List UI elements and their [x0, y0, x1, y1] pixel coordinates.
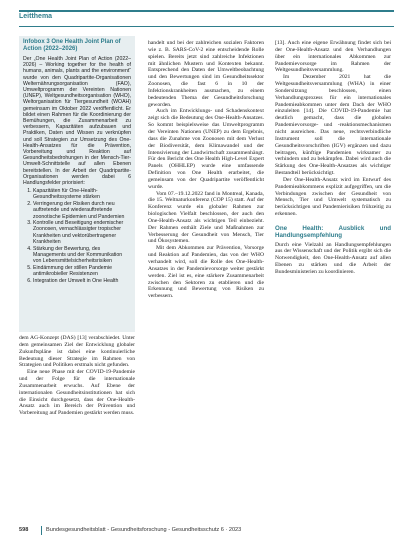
section-title: Leitthema	[19, 13, 53, 20]
paragraph: Der One-Health-Ansatz wird im Entwurf des Pandemieabkommens explizit aufgegriffen, um die Verbindungen zwischen der Gesundheit von Mensch, Tier und Umwelt systematisch zu berücksichtigen und Pandemierisiken frühzeitig zu erkennen.	[275, 176, 391, 218]
paragraph: Vom 07.–19.12.2022 fand in Montreal, Kanada, die 15. Weltnaturkonferenz (COP 15) statt. Auf der Konferenz wurde ein globaler Rahmen zur biologischen Vielfalt beschlossen, der auch den One-Health-Ansatz als wichtigen Teil einbezieht. Der Rahmen enthält Ziele und Maßnahmen zur Verbesserung der Gesundheit von Mensch, Tier und Ökosystemen.	[148, 190, 264, 245]
infobox-intro: Der „One Health Joint Plan of Action (2022–2026) – Working together for the health of humans, animals, plants and the environment“ wurde von den Quadripartite-Organisationen Welternährungsorganisation (FAO), Umweltprogramm der Vereinten Nationen (UNEP), Weltgesundheitsorganisation (WHO), Weltorganisation für Tiergesundheit (WOAH) gemeinsam im Oktober 2022 veröffentlicht. Er bildet einen Rahmen für die Koordinierung der Bemühungen, die Zusammenarbeit zu verbessern, Kapazitäten aufzubauen und Praktiken, Daten und Wissen zu verknüpfen und soll Strategien zur Umsetzung des One-Health-Ansatzes für die Prävention, Vorbereitung und Reaktion auf Gesundheitsbedrohungen in der Mensch-Tier-Umwelt-Schnittstelle auf allen Ebenen bereitstellen. In der Arbeit der Quadripartite-Organisationen werden dabei 6 Handlungsfelder priorisiert:	[23, 56, 131, 187]
list-item: 2. Verringerung der Risiken durch neu auftretende und wiederauftretende zoonotische Epidemien und Pandemien	[33, 201, 131, 220]
list-item: 3. Kontrolle und Beseitigung endemischer Zoonosen, vernachlässigter tropischer Krankheiten und vektorübertragener Krankheiten	[33, 220, 131, 245]
paragraph: dem AG-Konzept (DAS) [13] verabschiedet. Unter dem gemeinsamen Ziel der Entwicklung globaler Zukunftspläne ist dabei eine kontinuierliche Bedeutung dieser Strategie im Rahmen von Strategien und Politiken erstmals nicht gefunden.	[19, 335, 135, 369]
paragraph: Im Dezember 2021 hat die Weltgesundheitsversammlung (WHA) in einer Sondersitzung beschlossen, einen Verhandlungsprozess für ein internationales Pandemieabkommen unter dem Dach der WHO einzuleiten [14]. Die COVID-19-Pandemie hat deutlich gemacht, dass die globalen Pandemievorsorge- und -reaktionsmechanismen nicht ausreichen. Das neue, rechtsverbindliche Instrument soll die internationale Gesundheitsvorschriften (IGV) ergänzen und dazu beitragen, künftige Pandemien wirksamer zu verhindern und zu bekämpfen. Dabei wird auch die Stärkung des One-Health-Ansatzes als wichtiger Bestandteil berücksichtigt.	[275, 74, 391, 177]
column-3-text	[275, 40, 391, 276]
paragraph: Eine neue Phase mit der COVID-19-Pandemie und der Folge für die internationale Zusammenarbeit erwuchs. Auf Ebene der internationalen Gesundheitsinstitutionen hat sich die Einsicht durchgesetzt, dass der One-Health-Ansatz auch im Bereich der Prävention und Vorbereitung auf Pandemien gestärkt werden muss.	[19, 369, 135, 417]
list-item: 5. Eindämmung der stillen Pandemie antimikrobieller Resistenzen	[33, 265, 131, 277]
infobox-title: Infobox 3 One Health Joint Plan of Action (2022–2026)	[23, 39, 121, 52]
paragraph: Durch eine Vielzahl an Handlungsempfehlungen aus der Wissenschaft und der Politik ergibt sich die Notwendigkeit, den One-Health-Ansatz auf allen Ebenen zu stärken und die Arbeit der Bundesministerien zu koordinieren.	[275, 241, 391, 275]
list-item: 1. Kapazitäten für One-Health-Gesundheitssysteme stärken	[33, 188, 131, 200]
infobox-list	[23, 188, 131, 284]
list-item: 6. Integration der Umwelt in One Health	[33, 278, 131, 284]
subheading: One Health: Ausblick und Handlungsempfehlung	[275, 224, 391, 239]
column-2-text	[148, 40, 264, 300]
infobox	[19, 36, 135, 332]
section-header	[19, 10, 394, 27]
column-1-text	[19, 335, 135, 417]
paragraph: Mit dem Abkommen zur Prävention, Vorsorge und Reaktion auf Pandemien, das von der WHO verhandelt wird, soll die Rolle des One-Health-Ansatzes in der Pandemievorsorge weiter gestärkt werden. Ziel ist es, eine stärkere Zusammenarbeit zwischen den Sektoren zu etablieren und die Erkennung und Bewertung von Risiken zu verbessern.	[148, 245, 264, 300]
paragraph: handelt und bei der zahlreichen sozialen Faktoren wie z. B. SARS-CoV-2 eine entscheidende Rolle spielen. Bereits jetzt sind zahlreiche Infektionen mit ähnlichen Mustern und Kontexten bekannt. Entsprechend den Daten der Umweltbeobachtung und den Bewertungen sind im Gesundheitssektor Zoonosen, die fast 6 in 10 der Infektionskrankheiten ausmachen, zu einem bedeutenden Thema der Gesundheitsforschung geworden.	[148, 40, 264, 108]
page-number: 598	[19, 527, 29, 533]
footer-divider	[41, 526, 42, 535]
paragraph: [13]. Auch eine eigene Erwähnung findet sich bei der One-Health-Ansatz und den Verhandlungen über ein internationales Abkommen zur Pandemievorsorge im Rahmen der Weltgesundheitsversammlung.	[275, 40, 391, 74]
list-item: 4. Stärkung der Bewertung, des Managements und der Kommunikation von Lebensmittelsicherheitsrisiken	[33, 246, 131, 265]
journal-citation: Bundesgesundheitsblatt - Gesundheitsforschung - Gesundheitsschutz 6 · 2023	[46, 527, 242, 533]
page-footer	[19, 526, 394, 536]
paragraph: Auch im Entwicklungs- und Schadenskontext zeigt sich die Bedeutung des One-Health-Ansatzes. So kommt beispielsweise das Umweltprogramm der Vereinten Nationen (UNEP) zu dem Ergebnis, dass die Zunahme von Zoonosen mit dem Verlust der Biodiversität, dem Klimawandel und der Intensivierung der Landwirtschaft zusammenhängt. Für den Bericht des One Health High-Level Expert Panels (OHHLEP) wurde eine umfassende Definition von One Health erarbeitet, die gemeinsam von der Quadripartite veröffentlicht wurde.	[148, 108, 264, 190]
